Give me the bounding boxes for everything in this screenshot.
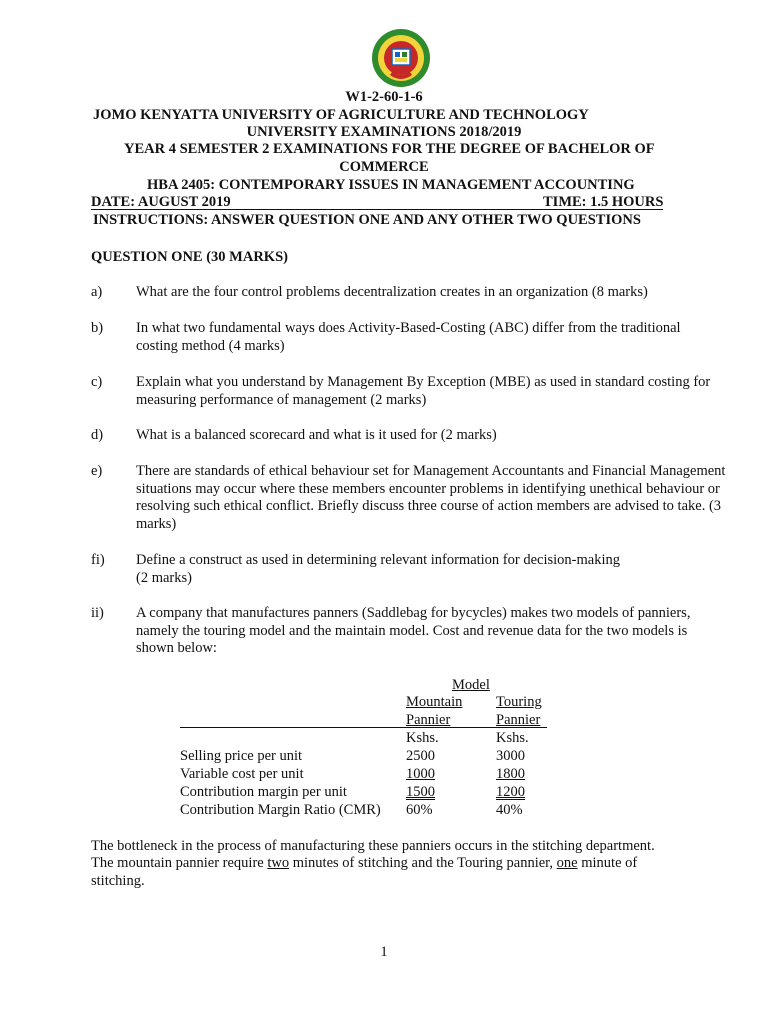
col1-subheader: Pannier <box>406 712 451 728</box>
row-value: 60% <box>406 802 433 818</box>
question-label: c) <box>91 374 103 390</box>
closing-text: minutes of stitching and the Touring pannier, <box>289 855 557 871</box>
question-title: QUESTION ONE (30 MARKS) <box>91 249 288 265</box>
degree-line-2: COMMERCE <box>339 159 429 175</box>
closing-line-1: The bottleneck in the process of manufacturing these panniers occurs in the stitching department. <box>91 838 655 854</box>
exam-code: W1-2-60-1-6 <box>345 89 423 105</box>
question-label: b) <box>91 320 104 336</box>
closing-emphasis: one <box>556 855 578 871</box>
question-text: What is a balanced scorecard and what is it used for (2 marks) <box>136 427 497 443</box>
row-label: Variable cost per unit <box>180 766 304 782</box>
row-value: 1200 <box>496 784 525 800</box>
col2-subheader: Pannier <box>496 712 541 728</box>
row-value: 1500 <box>406 784 435 800</box>
row-label: Selling price per unit <box>180 748 303 764</box>
question-text: There are standards of ethical behaviour set for Management Accountants and Financial Management situations may occur where these members encounter problems in identifying unethical behaviour or resolving such ethical conflict. Briefly discuss three course of action members are advised to take. (3 marks) <box>136 463 726 532</box>
closing-text: The mountain pannier require <box>91 855 268 871</box>
row-label: Contribution Margin Ratio (CMR) <box>180 802 381 818</box>
degree-line-1: YEAR 4 SEMESTER 2 EXAMINATIONS FOR THE DEGREE OF BACHELOR OF <box>124 141 655 157</box>
question-label: a) <box>91 284 103 300</box>
question-text: Explain what you understand by Management By Exception (MBE) as used in standard costing for measuring performance of management (2 marks) <box>136 374 711 408</box>
question-text: In what two fundamental ways does Activity-Based-Costing (ABC) differ from the traditional costing method (4 marks) <box>136 320 681 354</box>
question-label: e) <box>91 463 103 479</box>
table-group-header: Model <box>452 677 490 693</box>
question-label: d) <box>91 427 104 443</box>
instructions: INSTRUCTIONS: ANSWER QUESTION ONE AND ANY OTHER TWO QUESTIONS <box>93 212 641 228</box>
row-value: 2500 <box>406 748 435 764</box>
question-label: fi) <box>91 552 105 568</box>
row-value: 1000 <box>406 766 435 782</box>
university-logo <box>370 27 432 89</box>
closing-text: minute of <box>577 855 638 871</box>
closing-line-2 <box>91 855 637 873</box>
closing-line-3: stitching. <box>91 873 145 889</box>
university-name: JOMO KENYATTA UNIVERSITY OF AGRICULTURE AND TECHNOLOGY <box>93 107 589 123</box>
exam-title: UNIVERSITY EXAMINATIONS 2018/2019 <box>246 124 522 140</box>
course-title: HBA 2405: CONTEMPORARY ISSUES IN MANAGEMENT ACCOUNTING <box>147 177 635 193</box>
row-value: 40% <box>496 802 523 818</box>
header-rule <box>180 727 547 728</box>
row-value: 3000 <box>496 748 525 764</box>
question-text: What are the four control problems decentralization creates in an organization (8 marks) <box>136 284 648 300</box>
row-value: 1800 <box>496 766 525 782</box>
col1-unit: Kshs. <box>406 730 439 746</box>
page-number: 1 <box>380 944 388 960</box>
row-label: Contribution margin per unit <box>180 784 347 800</box>
question-label: ii) <box>91 605 104 621</box>
col2-unit: Kshs. <box>496 730 529 746</box>
col1-header: Mountain <box>406 694 463 710</box>
exam-date: DATE: AUGUST 2019 <box>91 194 231 210</box>
exam-time: TIME: 1.5 HOURS <box>543 194 664 210</box>
question-text: A company that manufactures panners (Saddlebag for bycycles) makes two models of panniers, namely the touring model and the maintain model. Cost and revenue data for the two models is shown below: <box>136 605 691 656</box>
question-marks: (2 marks) <box>136 570 192 586</box>
col2-header: Touring <box>496 694 542 710</box>
closing-emphasis: two <box>267 855 290 871</box>
question-text: Define a construct as used in determining relevant information for decision-making <box>136 552 620 568</box>
